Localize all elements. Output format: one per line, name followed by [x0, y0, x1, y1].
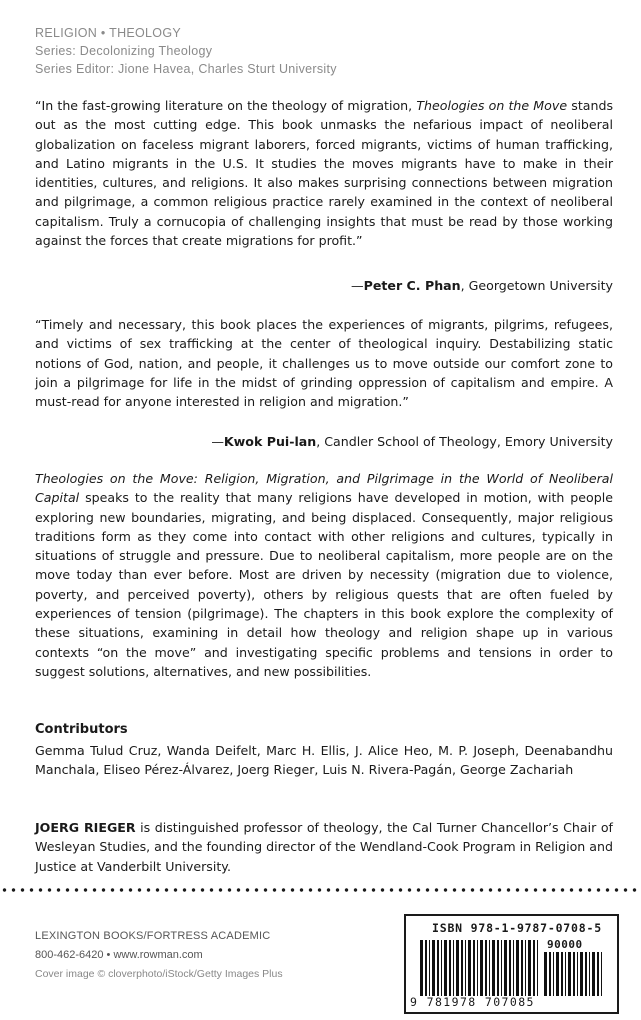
dash: — [351, 278, 364, 293]
endorsement-1-attribution [35, 276, 613, 295]
isbn-label: ISBN 978-1-9787-0708-5 [432, 921, 602, 935]
barcode-box [404, 914, 619, 1014]
quote-text: stands out as the most cutting edge. This book unmasks the nefarious impact of neoliberal globalization on faceless migrant laborers, forced migrants, victims of human trafficking, and Latino migrants in the U.S. It studies the moves migrants have to make in their identities, cultures, and religions. It also makes surprising connections between migration and pilgrimage, a common religious practice rarely examined in the context of neoliberal capitalism. Truly a cornucopia of challenging insights that must be read by those working against the forces that create migrations for profit.” [35, 98, 614, 249]
author-bio [35, 818, 613, 876]
quote-text: “In the fast-growing literature on the theology of migration, [35, 98, 417, 113]
series-editor: Series Editor: Jione Havea, Charles Sturt University [35, 62, 337, 76]
description-text: speaks to the reality that many religions have developed in motion, with people exploring new boundaries, migrating, and being displaced. Consequently, major religious traditions form as they come into contact with other religions and cultures, typically in situations of struggle and pressure. Due to neoliberal capitalism, more people are on the move today than ever before. Most are driven by necessity (migration due to violence, poverty, and perceived poverty), others by religious quests that are often fueled by experiences of tension (pilgrimage). The chapters in this book explore the complexity of these situations, examining in detail how theology and religion shape up in various contexts “on the move” and investigating specific problems and tensions in order to suggest solutions, alternatives, and new possibilities. [35, 490, 613, 679]
addon-barcode [544, 952, 608, 996]
cover-credit: Cover image © cloverphoto/iStock/Getty Images Plus [35, 968, 283, 980]
series-info [35, 24, 337, 78]
ean-barcode [420, 940, 540, 996]
contributors-heading: Contributors [35, 722, 128, 737]
series-label: Series: Decolonizing Theology [35, 44, 213, 58]
endorser-affiliation: , Candler School of Theology, Emory University [316, 434, 613, 449]
endorsement-2-attribution [35, 432, 613, 451]
dotted-divider [0, 886, 641, 894]
book-title: Theologies on the Move [416, 98, 568, 113]
bio-text: is distinguished professor of theology, the Cal Turner Chancellor’s Chair of Wesleyan Studies, and the founding director of the Wendland-Cook Program in Religion and Justice at Vanderbilt University. [35, 820, 613, 874]
publisher-info [35, 927, 283, 984]
contributors-list: Gemma Tulud Cruz, Wanda Deifelt, Marc H. Ellis, J. Alice Heo, M. P. Joseph, Deenabandhu Manchala, Eliseo Pérez-Álvarez, Joerg Rieger, Luis N. Rivera-Pagán, George Zachariah [35, 743, 613, 778]
category-label: RELIGION • THEOLOGY [35, 26, 181, 40]
publisher-name: LEXINGTON BOOKS/FORTRESS ACADEMIC [35, 930, 271, 942]
ean-digits: 9 781978 707085 [410, 995, 535, 1009]
endorsement-2-quote: “Timely and necessary, this book places the experiences of migrants, pilgrims, refugees, and victims of sex trafficking at the center of theological inquiry. Destabilizing static notions of God, nation, and people, it challenges us to move outside our comfort zone to join a pilgrimage for life in the midst of grinding oppression of capitalism and empire. A must-read for anyone interested in religion and migration.” [35, 317, 613, 410]
endorser-name: Kwok Pui-lan [223, 434, 317, 449]
book-description [35, 469, 613, 681]
author-name: JOERG RIEGER [35, 820, 136, 835]
book-title: Theologies on the Move: Religion, Migration, and Pilgrimage in the World of Neoliberal Capital [35, 471, 613, 506]
dash: — [211, 434, 224, 449]
endorser-name: Peter C. Phan [363, 278, 461, 293]
price-code: 90000 [547, 938, 583, 951]
endorsement-1-quote [35, 96, 613, 250]
publisher-contact: 800-462-6420 • www.rowman.com [35, 949, 203, 961]
endorser-affiliation: , Georgetown University [460, 278, 613, 293]
